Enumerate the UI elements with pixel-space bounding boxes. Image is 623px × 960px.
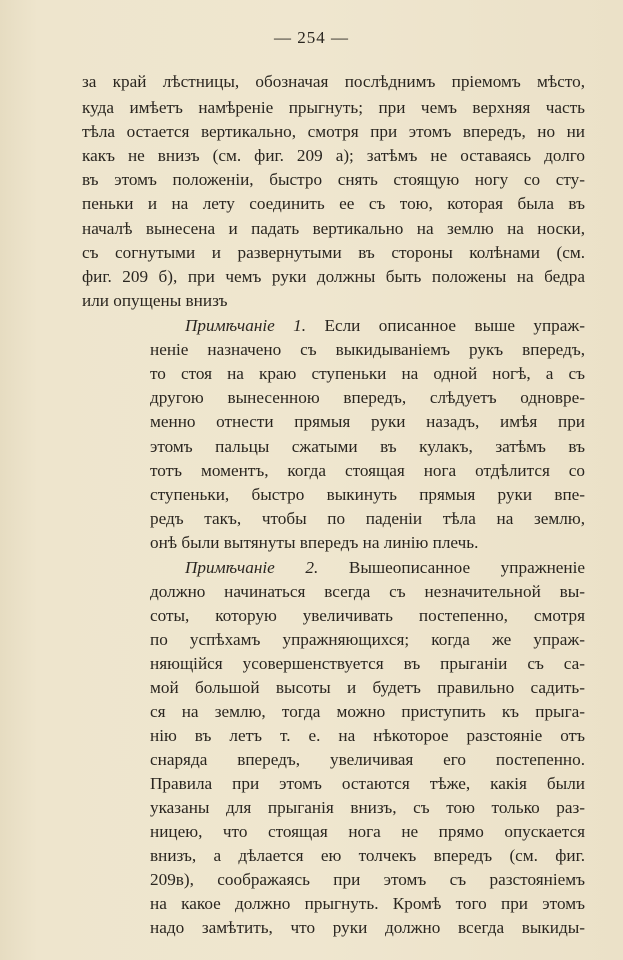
text-line: или опущены внизъ	[82, 291, 228, 310]
note-first-line	[185, 314, 585, 338]
text-line: снаряда впередъ, увеличивая его постепенно.	[150, 750, 585, 769]
text-line: неніе назначено съ выкидываніемъ рукъ впередъ,	[150, 340, 585, 359]
note-label: Примѣчаніе 1.	[185, 316, 307, 335]
text-line: мой большой высоты и будетъ правильно садить-	[150, 678, 585, 697]
text-line: куда имѣетъ намѣреніе прыгнуть; при чемъ верхняя часть	[82, 98, 585, 117]
text-line: онѣ были вытянуты впередъ на линію плечь.	[150, 533, 479, 552]
text-line: няющійся усовершенствуется въ прыганіи съ са-	[150, 654, 585, 673]
text-line: за край лѣстницы, обозначая послѣднимъ пріемомъ мѣсто,	[82, 72, 585, 91]
text-line: редъ такъ, чтобы по паденіи тѣла на землю,	[150, 509, 585, 528]
text-line: 209в), соображаясь при этомъ съ разстояніемъ	[150, 870, 585, 889]
page-number: — 254 —	[274, 28, 349, 47]
text-line: другою вынесенною впередъ, слѣдуетъ одновре-	[150, 388, 585, 407]
text-line: ницею, что стоящая нога не прямо опускается	[150, 822, 585, 841]
text-line: Правила при этомъ остаются тѣже, какія были	[150, 774, 585, 793]
text-line: съ согнутыми и развернутыми въ стороны колѣнами (см.	[82, 243, 585, 262]
note-text: Вышеописанное упражненіе	[348, 558, 586, 577]
text-line: тотъ моментъ, когда стоящая нога отдѣлится со	[150, 461, 585, 480]
text-line: фиг. 209 б), при чемъ руки должны быть положены на бедра	[82, 267, 585, 286]
text-line: надо замѣтить, что руки должно всегда выкиды-	[150, 918, 585, 937]
text-line: менно отнести прямыя руки назадъ, имѣя при	[150, 412, 585, 431]
text-line: на какое должно прыгнуть. Кромѣ того при этомъ	[150, 894, 585, 913]
text-line: въ этомъ положеніи, быстро снять стоящую ногу со сту-	[82, 170, 585, 189]
text-line: должно начинаться всегда съ незначительной вы-	[150, 582, 585, 601]
text-line: внизъ, а дѣлается ею толчекъ впередъ (см. фиг.	[150, 846, 585, 865]
text-line: нію въ летъ т. е. на нѣкоторое разстояніе отъ	[150, 726, 585, 745]
note-text: Если описанное выше упраж-	[324, 316, 586, 335]
note-label: Примѣчаніе 2.	[185, 558, 319, 577]
text-line: тѣла остается вертикально, смотря при этомъ впередъ, но ни	[82, 122, 585, 141]
text-line: началѣ вынесена и падать вертикально на землю на носки,	[82, 219, 585, 238]
text-line: какъ не внизъ (см. фиг. 209 а); затѣмъ не оставаясь долго	[82, 146, 585, 165]
text-line: ся на землю, тогда можно приступить къ прыга-	[150, 702, 585, 721]
text-line: то стоя на краю ступеньки на одной ногѣ, а съ	[150, 364, 585, 383]
note-first-line	[185, 556, 585, 580]
text-line: указаны для прыганія внизъ, съ тою только раз-	[150, 798, 585, 817]
text-line: по успѣхамъ упражняющихся; когда же упраж-	[150, 630, 585, 649]
text-line: ступеньки, быстро выкинуть прямыя руки впе-	[150, 485, 585, 504]
text-line: соты, которую увеличивать постепенно, смотря	[150, 606, 585, 625]
text-line: этомъ пальцы сжатыми въ кулакъ, затѣмъ въ	[150, 437, 585, 456]
text-line: пеньки и на лету соединить ее съ тою, которая была въ	[82, 194, 585, 213]
